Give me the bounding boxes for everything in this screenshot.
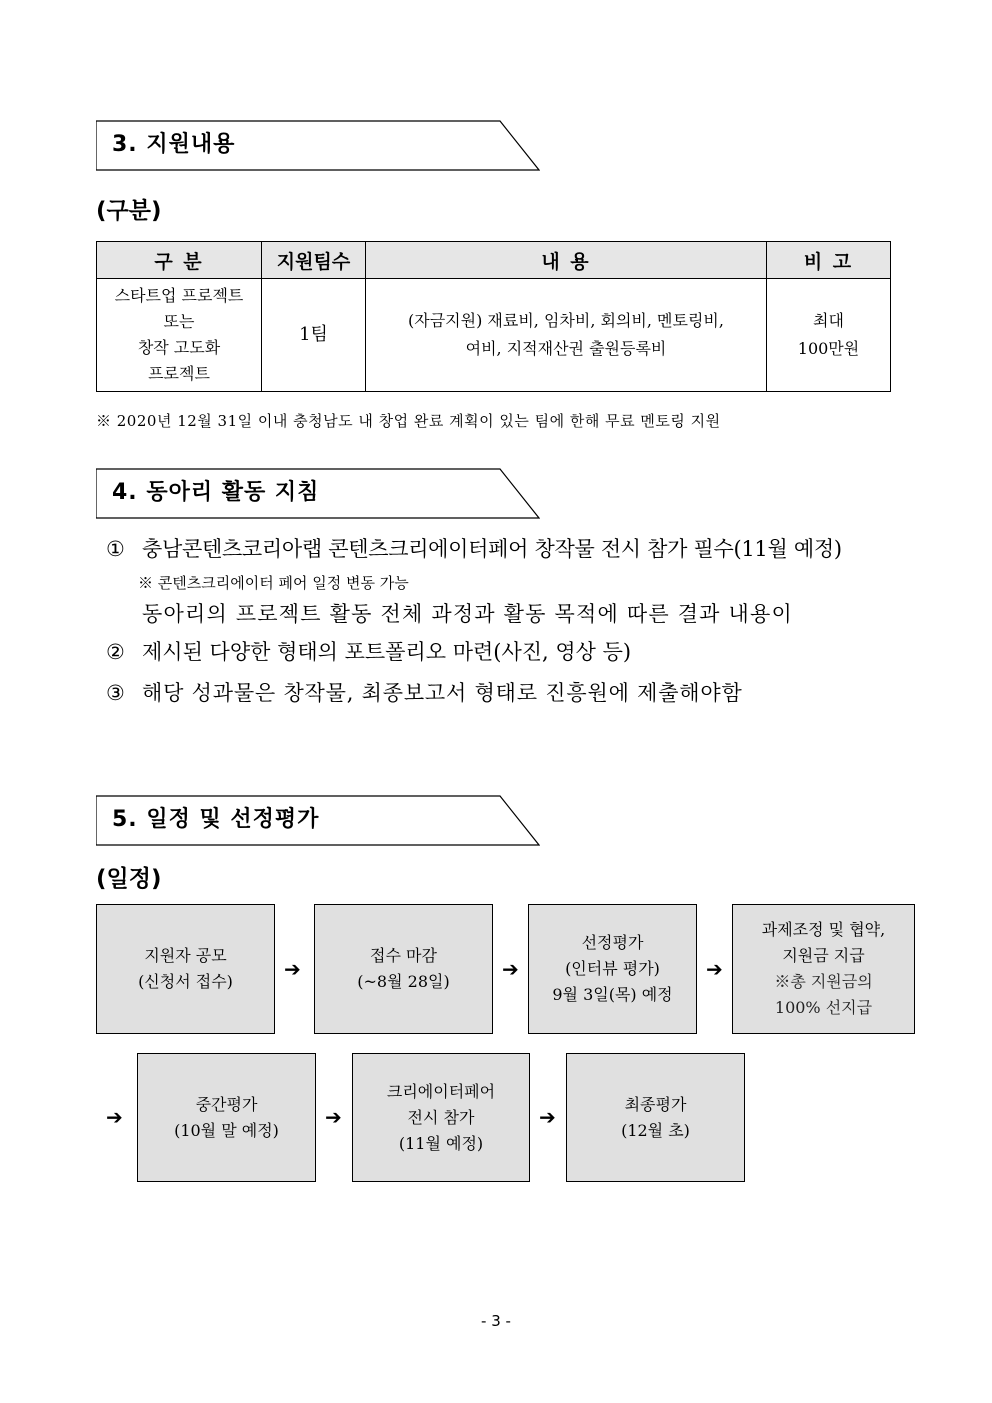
section-5-subtitle: (일정)	[96, 866, 162, 892]
support-table	[96, 241, 891, 392]
header-note: 비 고	[767, 242, 891, 279]
arrow-right-icon: ➔	[539, 1105, 556, 1129]
section-3-heading	[96, 120, 540, 170]
section-3-footnote: ※ 2020년 12월 31일 이내 충청남도 내 창업 완료 계획이 있는 팀에 한해 무료 멘토링 지원	[96, 412, 721, 430]
arrow-right-icon: ➔	[502, 957, 519, 981]
item-text: 동아리의 프로젝트 활동 전체 과정과 활동 목적에 따른 결과 내용이	[142, 602, 793, 626]
schedule-step-final: 최종평가 (12월 초)	[566, 1053, 745, 1182]
arrow-right-icon: ➔	[325, 1105, 342, 1129]
cell-category: 스타트업 프로젝트 또는 창작 고도화 프로젝트	[97, 279, 262, 392]
section-5-title: 5. 일정 및 선정평가	[112, 807, 320, 832]
arrow-right-icon: ➔	[106, 1105, 123, 1129]
guideline-item-3	[106, 676, 906, 710]
item-text: 해당 성과물은 창작물, 최종보고서 형태로 진흥원에 제출해야함	[142, 681, 743, 705]
section-3-subtitle: (구분)	[96, 198, 162, 224]
guideline-item-1	[106, 532, 906, 566]
item-text: 제시된 다양한 형태의 포트폴리오 마련(사진, 영상 등)	[142, 640, 632, 664]
guideline-item-2	[106, 597, 906, 669]
table-header-row	[97, 242, 891, 279]
header-content: 내 용	[366, 242, 767, 279]
page-number: - 3 -	[481, 1312, 511, 1330]
schedule-step-creator-fair: 크리에이터페어 전시 참가 (11월 예정)	[352, 1053, 530, 1182]
header-teams: 지원팀수	[262, 242, 366, 279]
item-number: ②	[106, 640, 125, 664]
section-3-title: 3. 지원내용	[112, 132, 236, 157]
section-4-title: 4. 동아리 활동 지침	[112, 480, 320, 505]
guideline-subnote: ※ 콘텐츠크리에이터 페어 일정 변동 가능	[138, 574, 409, 592]
cell-content: (자금지원) 재료비, 임차비, 회의비, 멘토링비, 여비, 지적재산권 출원등록비	[366, 279, 767, 392]
schedule-step-midterm: 중간평가 (10월 말 예정)	[137, 1053, 316, 1182]
schedule-step-applicant-call: 지원자 공모 (신청서 접수)	[96, 904, 275, 1034]
arrow-right-icon: ➔	[284, 957, 301, 981]
section-5-heading	[96, 795, 540, 845]
header-category: 구 분	[97, 242, 262, 279]
schedule-step-deadline: 접수 마감 (~8월 28일)	[314, 904, 493, 1034]
cell-note: 최대 100만원	[767, 279, 891, 392]
schedule-step-selection: 선정평가 (인터뷰 평가) 9월 3일(목) 예정	[528, 904, 697, 1034]
table-row	[97, 279, 891, 392]
item-text: 충남콘텐츠코리아랩 콘텐츠크리에이터페어 창작물 전시 참가 필수(11월 예정)	[142, 537, 842, 561]
cell-teams: 1팀	[262, 279, 366, 392]
schedule-step-agreement: 과제조정 및 협약, 지원금 지급 ※총 지원금의 100% 선지급	[732, 904, 915, 1034]
item-number: ①	[106, 537, 125, 561]
section-4-heading	[96, 468, 540, 518]
item-number: ③	[106, 681, 125, 705]
arrow-right-icon: ➔	[706, 957, 723, 981]
